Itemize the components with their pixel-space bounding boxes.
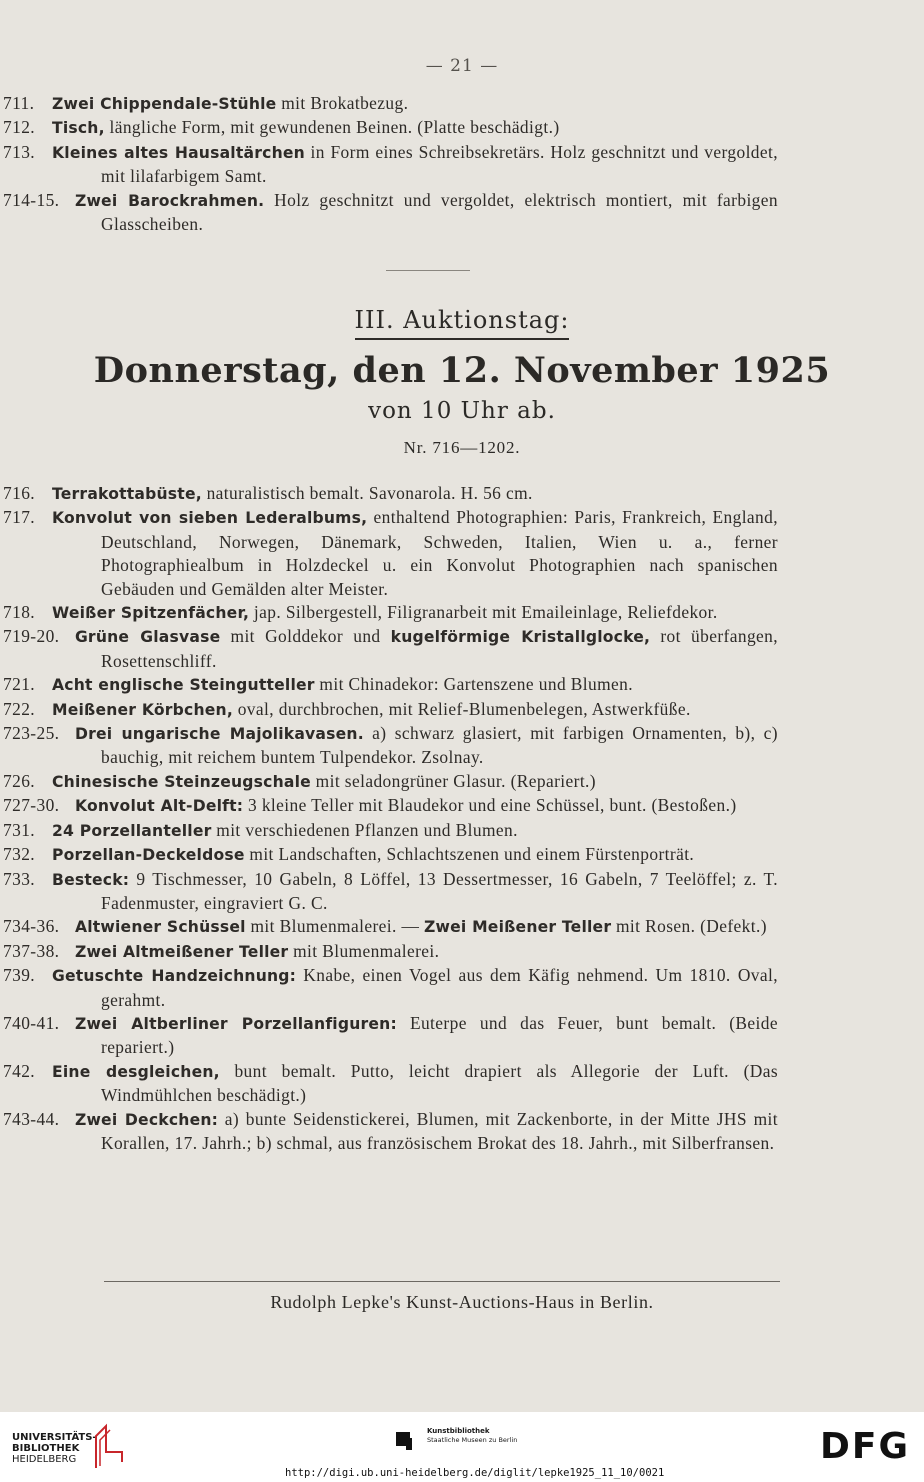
entry-title: Konvolut von sieben Lederalbums,: [52, 509, 368, 528]
lot-number: 719-20.: [3, 626, 60, 647]
catalog-entry: 711.Zwei Chippendale-Stühle mit Brokatbezug.: [3, 93, 409, 113]
catalog-entry: [3, 1012, 778, 1060]
kb-logo-line2: Staatliche Museen zu Berlin: [427, 1436, 518, 1444]
entry-text: enthaltend Photographien: Paris, Frankreich, England, Deutschland, Norwegen, Dänemark, Schweden, Italien, Wien u. a., ferner Photographiealbum in Holzdeckel u. ein Konvolut Photographien nach spanischen Gebäuden und Gemälden alter Meister.: [101, 507, 778, 599]
auction-day-heading: [0, 306, 924, 340]
entry-text: mit Landschaften, Schlachtszenen und einem Fürstenporträt.: [244, 844, 695, 865]
auction-day-title: III. Auktionstag:: [355, 306, 570, 340]
entry-text: mit seladongrüner Glasur. (Repariert.): [310, 770, 596, 791]
entry-title: Kleines altes Hausaltärchen: [52, 143, 305, 162]
ub-logo-line2: BIBLIOTHEK: [12, 1443, 80, 1454]
lot-number: 734-36.: [3, 916, 60, 937]
entry-text: mit Blumenmalerei.: [288, 940, 440, 961]
page-number: — 21 —: [425, 56, 499, 76]
entry-text: rot überfangen, Rosettenschliff.: [101, 626, 778, 671]
catalog-entry: 733.Besteck: 9 Tischmesser, 10 Gabeln, 8 Löffel, 13 Dessertmesser, 16 Gabeln, 7 Teelöffel; z. T. Fadenmuster, eingraviert G. C.: [3, 868, 778, 913]
catalog-entry: 739.Getuschte Handzeichnung: Knabe, einen Vogel aus dem Käfig nehmend. Um 1810. Oval, gerahmt.: [3, 965, 778, 1010]
lot-number: 740-41.: [3, 1012, 60, 1033]
ub-logo-line3: HEIDELBERG: [12, 1454, 77, 1465]
entry-text: mit Blumenmalerei. —: [245, 916, 425, 937]
lot-number: 723-25.: [3, 723, 60, 744]
entry-text: a) bunte Seidenstickerei, Blumen, mit Zackenborte, in der Mitte JHS mit Korallen, 17. Jahrh.; b) schmal, aus französischem Brokat des 18. Jahrh., mit Silberfransen.: [101, 1108, 778, 1153]
entry-text: 9 Tischmesser, 10 Gabeln, 8 Löffel, 13 Dessertmesser, 16 Gabeln, 7 Teelöffel; z. T. Fadenmuster, eingraviert G. C.: [101, 868, 778, 913]
catalog-entry: 718.Weißer Spitzenfächer, jap. Silbergestell, Filigranarbeit mit Emaileinlage, Reliefdekor.: [3, 602, 718, 623]
entry-title: Konvolut Alt-Delft:: [74, 797, 244, 816]
entries-top: [3, 92, 778, 236]
entry-title: Besteck:: [52, 870, 130, 889]
permalink-url[interactable]: http://digi.ub.uni-heidelberg.de/diglit/lepke1925_11_10/0021: [285, 1467, 665, 1479]
entry-title: 24 Porzellanteller: [52, 821, 212, 840]
entry-text: mit verschiedenen Pflanzen und Blumen.: [211, 819, 518, 840]
entry-title: kugelförmige Kristallglocke,: [390, 628, 651, 647]
footer-rule: [104, 1281, 780, 1282]
catalog-entry: 713.Kleines altes Hausaltärchen in Form eines Schreibsekretärs. Holz geschnitzt und vergoldet, mit lilafarbigem Samt.: [3, 141, 778, 187]
auction-date: Donnerstag, den 12. November 1925: [93, 350, 831, 391]
entry-title: Altwiener Schüssel: [74, 918, 246, 937]
catalog-entry: 716.Terrakottabüste, naturalistisch bemalt. Savonarola. H. 56 cm.: [3, 483, 533, 503]
lot-number: 714-15.: [3, 189, 60, 210]
entry-text: Holz geschnitzt und vergoldet, elektrisch montiert, mit farbigen Glasscheiben.: [101, 189, 778, 235]
catalog-entry: [3, 189, 778, 237]
entry-text: mit Golddekor und: [220, 626, 391, 647]
kb-logo-line1: Kunstbibliothek: [427, 1427, 490, 1435]
entry-text: längliche Form, mit gewundenen Beinen. (Platte beschädigt.): [104, 117, 560, 138]
entry-title: Zwei Barockrahmen.: [74, 191, 265, 210]
dfg-logo[interactable]: DFG: [820, 1426, 911, 1467]
entry-title: Eine desgleichen,: [52, 1062, 220, 1081]
catalog-entry: [3, 915, 778, 939]
catalog-entry: 717.Konvolut von sieben Lederalbums, enthaltend Photographien: Paris, Frankreich, England, Deutschland, Norwegen, Dänemark, Schweden, Italien, Wien u. a., ferner Photographiealbum in Holzdeckel u. ein Konvolut Photographien nach spanischen Gebäuden und Gemälden alter Meister.: [3, 507, 778, 599]
catalog-entry: 732.Porzellan-Deckeldose mit Landschaften, Schlachtszenen und einem Fürstenporträt.: [3, 844, 695, 865]
entry-title: Meißener Körbchen,: [52, 700, 233, 719]
entry-title: Weißer Spitzenfächer,: [52, 604, 250, 623]
entry-text: a) schwarz glasiert, mit farbigen Ornamenten, b), c) bauchig, mit reichem buntem Tulpendekor. Zsolnay.: [101, 723, 778, 768]
entry-title: Chinesische Steinzeugschale: [52, 772, 311, 791]
entries-main: [3, 482, 779, 1155]
entry-title: Zwei Meißener Teller: [424, 918, 612, 937]
ub-logo-line1: UNIVERSITÄTS-: [12, 1432, 97, 1443]
entry-title: Terrakottabüste,: [52, 485, 202, 503]
publisher-footer: Rudolph Lepke's Kunst-Auctions-Haus in Berlin.: [270, 1292, 654, 1312]
lot-number: 743-44.: [3, 1108, 60, 1129]
lot-number-range: Nr. 716—1202.: [403, 438, 521, 457]
entry-title: Tisch,: [52, 119, 105, 138]
catalog-entry: 712.Tisch, längliche Form, mit gewundenen Beinen. (Platte beschädigt.): [3, 117, 560, 138]
catalog-entry: [3, 940, 778, 964]
auction-time: von 10 Uhr ab.: [368, 398, 556, 424]
catalog-entry: [3, 794, 778, 818]
lot-number: 737-38.: [3, 940, 60, 961]
catalog-entry: 722.Meißener Körbchen, oval, durchbrochen, mit Relief-Blumenbelegen, Astwerkfüße.: [3, 698, 691, 719]
catalog-entry: [3, 625, 778, 673]
entry-text: in Form eines Schreibsekretärs. Holz geschnitzt und vergoldet, mit lilafarbigem Samt.: [101, 141, 778, 187]
entry-title: Drei ungarische Majolikavasen.: [74, 725, 364, 744]
entry-text: Euterpe und das Feuer, bunt bemalt. (Beide repariert.): [101, 1012, 778, 1058]
entry-text: 3 kleine Teller mit Blaudekor und eine Schüssel, bunt. (Bestoßen.): [243, 795, 737, 816]
ub-heidelberg-logo[interactable]: [12, 1432, 97, 1465]
entry-title: Porzellan-Deckeldose: [52, 846, 245, 865]
catalog-entry: 742.Eine desgleichen, bunt bemalt. Putto, leicht drapiert als Allegorie der Luft. (Das Windmühlchen beschädigt.): [3, 1060, 779, 1106]
entry-text: jap. Silbergestell, Filigranarbeit mit Emaileinlage, Reliefdekor.: [249, 602, 718, 623]
catalog-entry: 731.24 Porzellanteller mit verschiedenen Pflanzen und Blumen.: [3, 819, 518, 840]
entry-text: mit Chinadekor: Gartenszene und Blumen.: [314, 674, 634, 695]
entry-title: Zwei Chippendale-Stühle: [52, 95, 277, 113]
catalog-entry: [3, 1108, 778, 1156]
entry-title: Zwei Deckchen:: [74, 1110, 219, 1129]
entry-text: oval, durchbrochen, mit Relief-Blumenbelegen, Astwerkfüße.: [232, 698, 691, 719]
entry-text: mit Brokatbezug.: [276, 93, 409, 113]
entry-title: Zwei Altberliner Porzellanfiguren:: [74, 1014, 397, 1033]
entry-title: Acht englische Steingutteller: [52, 676, 315, 695]
ub-emblem-icon: [92, 1422, 128, 1472]
entry-title: Grüne Glasvase: [74, 628, 221, 647]
entry-text: mit Rosen. (Defekt.): [611, 916, 767, 937]
catalog-entry: [3, 722, 778, 770]
kunstbibliothek-logo[interactable]: [427, 1427, 517, 1445]
entry-text: Knabe, einen Vogel aus dem Käfig nehmend. Um 1810. Oval, gerahmt.: [101, 965, 778, 1010]
catalog-entry: 726.Chinesische Steinzeugschale mit seladongrüner Glasur. (Repariert.): [3, 770, 596, 791]
section-divider: [386, 270, 470, 271]
entry-text: bunt bemalt. Putto, leicht drapiert als Allegorie der Luft. (Das Windmühlchen beschädigt.): [101, 1060, 779, 1106]
catalog-entry: 721.Acht englische Steingutteller mit Chinadekor: Gartenszene und Blumen.: [3, 674, 634, 695]
entry-title: Zwei Altmeißener Teller: [74, 942, 289, 961]
kunstbibliothek-emblem-icon: [396, 1428, 422, 1454]
lot-number: 727-30.: [3, 795, 60, 816]
entry-title: Getuschte Handzeichnung:: [52, 967, 297, 986]
entry-text: naturalistisch bemalt. Savonarola. H. 56 cm.: [201, 483, 533, 503]
